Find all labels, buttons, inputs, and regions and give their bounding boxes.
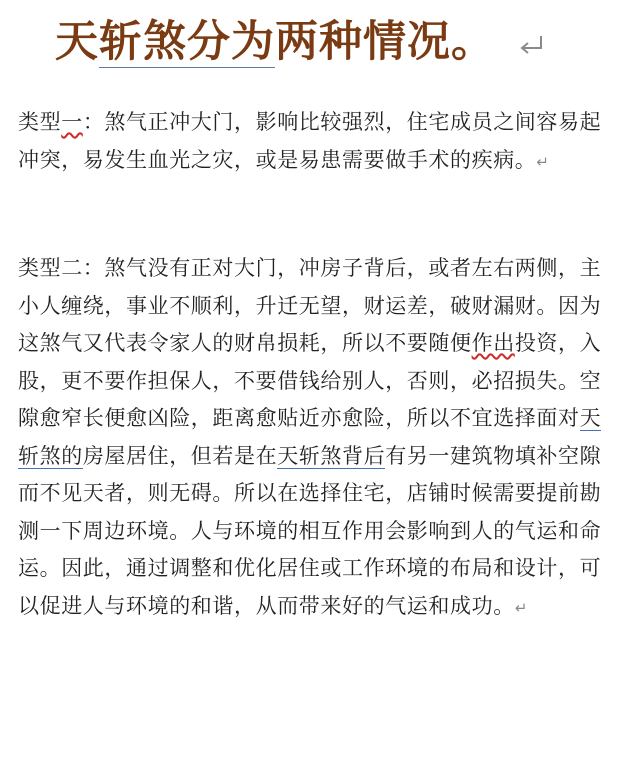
paragraph-text: 投资，入股，更不要作担保人，不要借钱给别人，否则，必招损失。空隙愈窄长便愈凶险，距离愈贴近亦愈险，所以不宜选择面对 xyxy=(18,331,602,430)
title-underlined-text: 斩煞分为 xyxy=(99,17,275,67)
title-text-end: 两种情况。 xyxy=(275,17,495,67)
paragraph-type-two xyxy=(18,250,608,627)
paragraph-text: 类型二：煞气没有正对大门，冲房子背后，或者左右两侧，主小人缠绕，事业不顺利，升迁无望，财运差，破财漏财。因为这煞气又代表令家人的财帛损耗，所以不要随便 xyxy=(18,256,602,355)
underlined-link[interactable]: 天斩煞背后 xyxy=(277,443,386,468)
paragraph-type-one xyxy=(18,104,608,181)
type-label: 类型 xyxy=(18,110,62,134)
paragraph-mark-icon xyxy=(517,33,547,57)
title-text-start: 天 xyxy=(55,17,99,67)
page-title xyxy=(55,10,615,74)
paragraph-text: ：煞气正冲大门，影响比较强烈，住宅成员之间容易起冲突，易发生血光之灾，或是易患需要做手术的疾病。 xyxy=(18,110,602,172)
type-number-spellcheck: 一 xyxy=(61,110,83,134)
spellcheck-word: 作出 xyxy=(471,331,515,355)
paragraph-text: 房屋居住，但若是在 xyxy=(82,443,278,468)
paragraph-text: 有另一建筑物填补空隙而不见天者，则无碍。所以在选择住宅，店铺时候需要提前勘测一下周边环境。人与环境的相互作用会影响到人的气运和命运。因此，通过调整和优化居住或工作环境的布局和设计，可以促进人与环境的和谐，从而带来好的气运和成功。 xyxy=(18,443,602,618)
paragraph-mark-icon: ↵ xyxy=(514,598,528,617)
underlined-link[interactable]: 天斩煞的 xyxy=(18,406,602,468)
paragraph-mark-icon: ↵ xyxy=(536,152,550,171)
